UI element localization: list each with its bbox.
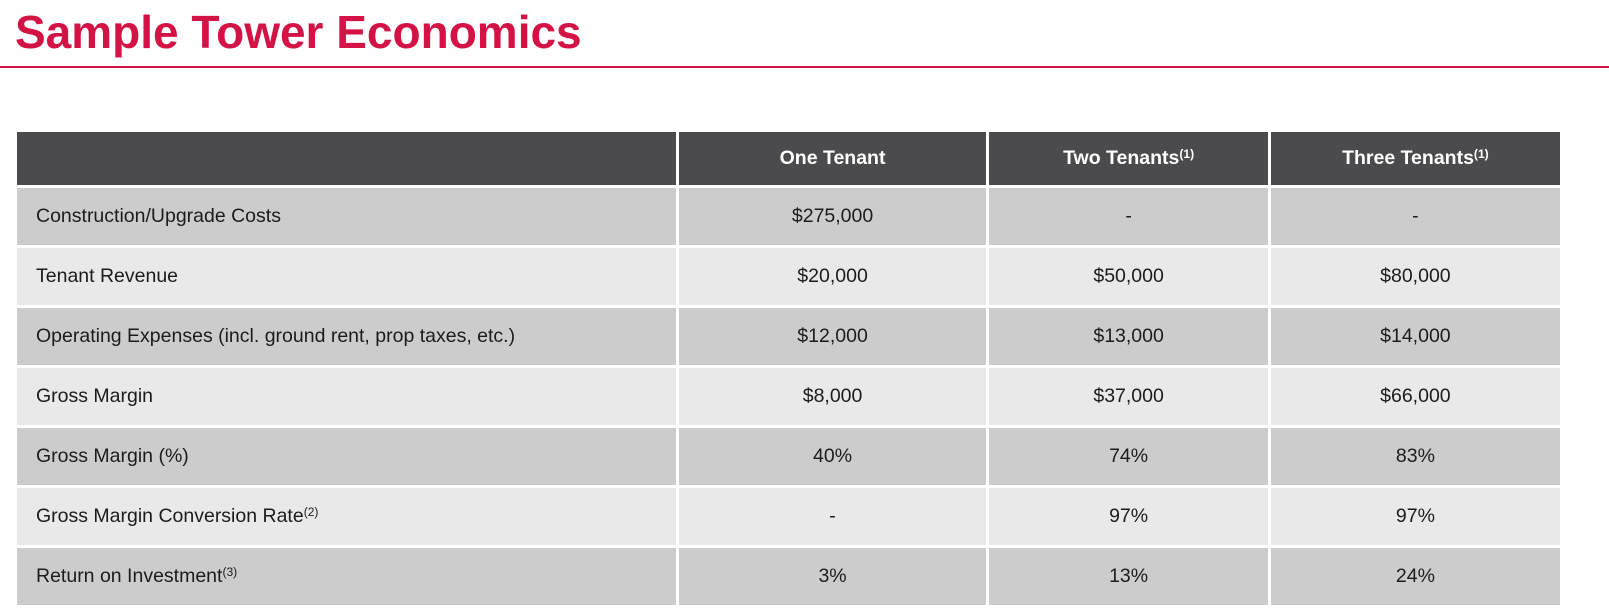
cell-value: $66,000 [1269,366,1561,426]
cell-value: 40% [677,426,988,486]
footnote-marker: (3) [222,565,238,580]
cell-value: $37,000 [988,366,1269,426]
row-label [16,186,678,246]
column-header-one-tenant [677,130,988,186]
footnote-marker: (1) [1179,147,1195,162]
cell-value: $50,000 [988,246,1269,306]
table-row-gross-margin-conversion [16,486,1562,546]
title-divider [0,66,1609,68]
cell-value: 24% [1269,546,1561,606]
cell-value: 83% [1269,426,1561,486]
cell-value: - [1269,186,1561,246]
row-label-text: Construction/Upgrade Costs [36,204,281,227]
cell-value: $275,000 [677,186,988,246]
table-row-construction-costs [16,186,1562,246]
table-row-return-on-investment [16,546,1562,606]
row-label [16,246,678,306]
cell-value: 74% [988,426,1269,486]
row-label [16,306,678,366]
row-label [16,486,678,546]
column-header-three-tenants [1269,130,1561,186]
column-header-two-tenants [988,130,1269,186]
column-header-label: Two Tenants [1063,146,1180,169]
cell-value: 97% [988,486,1269,546]
page-title: Sample Tower Economics [15,6,582,58]
row-label-text: Tenant Revenue [36,264,179,287]
cell-value: 3% [677,546,988,606]
cell-value: - [988,186,1269,246]
column-header-label: Three Tenants [1342,146,1474,169]
column-header-blank [16,130,678,186]
cell-value: 13% [988,546,1269,606]
row-label-text: Gross Margin (%) [36,444,189,467]
cell-value: $12,000 [677,306,988,366]
header-row [16,130,1562,186]
cell-value: $13,000 [988,306,1269,366]
row-label-text: Gross Margin [36,384,154,407]
table-row-operating-expenses [16,306,1562,366]
table-row-gross-margin-pct [16,426,1562,486]
footnote-marker: (2) [303,505,319,520]
cell-value: 97% [1269,486,1561,546]
cell-value: $80,000 [1269,246,1561,306]
cell-value: $14,000 [1269,306,1561,366]
row-label [16,546,678,606]
table-row-tenant-revenue [16,246,1562,306]
cell-value: - [677,486,988,546]
footnote-marker: (1) [1473,147,1489,162]
cell-value: $20,000 [677,246,988,306]
column-header-label: One Tenant [779,146,886,169]
row-label-text: Return on Investment [36,564,223,587]
table-row-gross-margin [16,366,1562,426]
row-label [16,366,678,426]
row-label-text: Gross Margin Conversion Rate [36,504,304,527]
row-label-text: Operating Expenses (incl. ground rent, prop taxes, etc.) [36,324,516,347]
tower-economics-table [14,129,1563,608]
row-label [16,426,678,486]
cell-value: $8,000 [677,366,988,426]
